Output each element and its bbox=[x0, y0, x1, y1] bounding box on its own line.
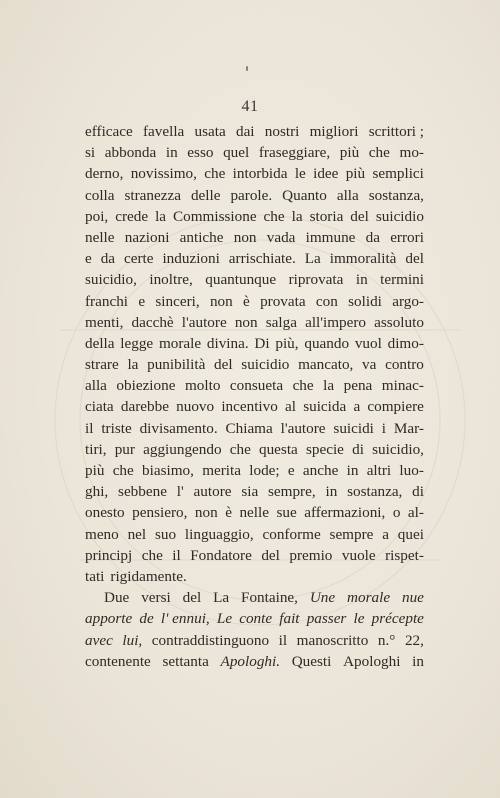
text-line bbox=[85, 142, 424, 163]
word: biasimo, bbox=[142, 462, 194, 479]
text-line bbox=[85, 291, 424, 312]
word: anche bbox=[302, 462, 339, 479]
word: mancato, bbox=[298, 356, 354, 374]
word: avec bbox=[85, 631, 113, 649]
word: di bbox=[412, 483, 424, 501]
word: tati bbox=[85, 567, 105, 585]
text-line bbox=[85, 354, 424, 375]
word: nelle bbox=[239, 504, 269, 522]
text-line bbox=[85, 227, 424, 248]
word: sebbene bbox=[118, 483, 167, 501]
word: di bbox=[352, 440, 364, 458]
word: a bbox=[353, 398, 361, 416]
word: franchi bbox=[85, 292, 129, 310]
text-line bbox=[85, 566, 424, 587]
word: argo- bbox=[392, 292, 424, 310]
word: con bbox=[315, 292, 338, 310]
word: conforme bbox=[262, 525, 321, 543]
word: non bbox=[209, 292, 233, 310]
word: suicida bbox=[303, 398, 347, 416]
word: Di bbox=[254, 334, 270, 352]
word: in bbox=[346, 462, 359, 479]
word: Le bbox=[216, 610, 233, 628]
word: in bbox=[165, 144, 178, 162]
word: si bbox=[85, 144, 96, 162]
word: delle bbox=[190, 186, 221, 204]
word: Due bbox=[104, 589, 130, 607]
word: all'impero bbox=[305, 313, 367, 331]
word: vuol bbox=[354, 334, 382, 352]
word: immune bbox=[305, 228, 356, 246]
text-line bbox=[85, 333, 424, 354]
word: del bbox=[350, 207, 369, 225]
word: migliori bbox=[309, 123, 359, 140]
text-line bbox=[85, 396, 424, 417]
word: Une bbox=[309, 589, 336, 607]
text-line bbox=[85, 439, 424, 460]
word: non bbox=[234, 313, 258, 331]
word: suicidio, bbox=[372, 440, 424, 458]
word: in bbox=[355, 271, 368, 289]
word: sempre, bbox=[268, 483, 316, 501]
word: abbonda bbox=[104, 144, 157, 162]
word: nue bbox=[401, 589, 424, 607]
word: induzioni bbox=[162, 250, 220, 268]
word: esso bbox=[187, 144, 214, 162]
word: merita bbox=[202, 462, 241, 479]
word: settanta bbox=[162, 652, 209, 670]
word: pur bbox=[114, 440, 135, 458]
word: sostanza, bbox=[368, 186, 424, 204]
word: nuovo bbox=[176, 398, 215, 416]
word: ciata bbox=[85, 398, 114, 416]
word: al bbox=[285, 398, 296, 416]
word: minac- bbox=[381, 377, 424, 395]
word: molto bbox=[184, 377, 221, 395]
word: più bbox=[85, 462, 105, 479]
word: meno bbox=[85, 525, 119, 543]
word: Mar- bbox=[393, 419, 424, 437]
word: solidi bbox=[348, 292, 382, 310]
text-line bbox=[85, 608, 424, 629]
word: il bbox=[278, 631, 288, 649]
word: lui, bbox=[122, 631, 143, 649]
word: colla bbox=[85, 186, 115, 204]
word: fait bbox=[279, 610, 300, 628]
word: quei bbox=[397, 525, 424, 543]
word: premio bbox=[289, 546, 333, 564]
page-number: 41 bbox=[241, 98, 259, 115]
word: storia bbox=[309, 207, 344, 225]
word: e bbox=[85, 250, 92, 268]
text-line bbox=[85, 630, 424, 651]
word: vuole bbox=[341, 546, 376, 564]
word: punibilità bbox=[147, 356, 206, 374]
word: e bbox=[138, 292, 146, 310]
word: vada bbox=[266, 228, 296, 246]
word: tiri, bbox=[85, 440, 107, 458]
word: aggiungendo bbox=[143, 440, 222, 458]
word: al- bbox=[407, 504, 424, 522]
word: strare bbox=[85, 356, 119, 374]
word: la bbox=[127, 356, 139, 374]
word: consueta bbox=[229, 377, 284, 395]
text-line bbox=[85, 206, 424, 227]
word: sue bbox=[276, 504, 297, 522]
word: contro bbox=[385, 356, 424, 374]
word: Fondatore bbox=[190, 546, 252, 564]
word: quel bbox=[223, 144, 250, 162]
word: del bbox=[182, 589, 202, 607]
word: della bbox=[85, 334, 115, 352]
word: suicidio bbox=[241, 356, 290, 374]
word: che bbox=[368, 144, 390, 162]
print-mark bbox=[246, 66, 248, 71]
word: arrischiate. bbox=[228, 250, 296, 268]
body-text bbox=[85, 121, 424, 672]
word: incentivo bbox=[221, 398, 278, 416]
word: dimo- bbox=[387, 334, 424, 352]
word: contenente bbox=[85, 652, 151, 670]
word: in bbox=[325, 483, 338, 501]
text-line bbox=[85, 312, 424, 333]
word: précepte bbox=[371, 610, 424, 628]
word: Commissione bbox=[173, 207, 257, 225]
word: va bbox=[362, 356, 377, 374]
word: le bbox=[294, 165, 306, 183]
word: i bbox=[381, 419, 387, 437]
word: principj bbox=[85, 546, 133, 564]
word: nazioni bbox=[124, 228, 170, 246]
word: l' ennui, bbox=[160, 610, 210, 628]
word: salga bbox=[265, 313, 297, 331]
word: La bbox=[213, 589, 230, 607]
text-line bbox=[85, 481, 424, 502]
word: e bbox=[287, 462, 295, 479]
word: o bbox=[392, 504, 401, 522]
word: provata bbox=[260, 292, 306, 310]
word: dai bbox=[235, 123, 255, 140]
word: Apologhi. bbox=[220, 652, 281, 670]
word: questa bbox=[258, 440, 298, 458]
word: divina. bbox=[206, 334, 249, 352]
word: più bbox=[339, 144, 360, 162]
word: del bbox=[405, 250, 424, 268]
word: che bbox=[204, 165, 226, 183]
word: le bbox=[353, 610, 365, 628]
word: 22, bbox=[404, 631, 424, 649]
word: versi bbox=[141, 589, 171, 607]
word: da bbox=[365, 228, 380, 246]
word: morale bbox=[158, 334, 202, 352]
word: Questi bbox=[291, 652, 332, 670]
word: inoltre, bbox=[149, 271, 193, 289]
word: Chiama bbox=[225, 419, 273, 437]
word: conte bbox=[239, 610, 273, 628]
word: errori bbox=[390, 228, 424, 246]
word: fraseggiare, bbox=[258, 144, 331, 162]
word: compiere bbox=[367, 398, 424, 416]
word: l' bbox=[176, 483, 184, 501]
word: divisamento. bbox=[139, 419, 218, 437]
word: idee bbox=[313, 165, 339, 183]
word: non bbox=[194, 504, 218, 522]
word: scrittori ; bbox=[368, 123, 424, 140]
word: sia bbox=[241, 483, 259, 501]
word: del bbox=[214, 356, 233, 374]
word: mo- bbox=[399, 144, 424, 162]
word: parole. bbox=[230, 186, 273, 204]
text-line bbox=[85, 375, 424, 396]
word: manoscritto bbox=[296, 631, 369, 649]
text-line bbox=[85, 524, 424, 545]
word: non bbox=[233, 228, 257, 246]
text-line bbox=[85, 545, 424, 566]
word: più bbox=[345, 165, 366, 183]
word: che bbox=[263, 207, 285, 225]
word: triste bbox=[101, 419, 132, 437]
word: usata bbox=[194, 123, 226, 140]
word: La bbox=[304, 250, 321, 268]
word: Apologhi bbox=[343, 652, 401, 670]
text-line bbox=[85, 121, 424, 142]
word: derno, bbox=[85, 165, 124, 183]
word: sostanza, bbox=[347, 483, 403, 501]
text-line bbox=[85, 502, 424, 523]
word: de bbox=[139, 610, 154, 628]
word: il bbox=[85, 419, 94, 437]
word: suo bbox=[154, 525, 177, 543]
word: crede bbox=[115, 207, 149, 225]
word: la bbox=[323, 377, 335, 395]
word: menti, bbox=[85, 313, 124, 331]
word: l'autore bbox=[181, 313, 227, 331]
word: l'autore bbox=[280, 419, 326, 437]
text-line bbox=[85, 587, 424, 608]
word: più, bbox=[275, 334, 299, 352]
word: che bbox=[229, 440, 251, 458]
word: sempre bbox=[329, 525, 374, 543]
word: contraddistinguono bbox=[151, 631, 270, 649]
text-line bbox=[85, 248, 424, 269]
word: assoluto bbox=[374, 313, 424, 331]
word: lode; bbox=[249, 462, 280, 479]
word: quantunque bbox=[205, 271, 277, 289]
word: autore bbox=[193, 483, 232, 501]
word: semplici bbox=[372, 165, 424, 183]
word: morale bbox=[347, 589, 391, 607]
word: che bbox=[141, 546, 163, 564]
word: nostri bbox=[264, 123, 300, 140]
text-line bbox=[85, 185, 424, 206]
word: Fontaine, bbox=[241, 589, 298, 607]
word: in bbox=[412, 652, 424, 670]
word: pensiero, bbox=[132, 504, 188, 522]
word: suicidi bbox=[333, 419, 374, 437]
word: apporte bbox=[85, 610, 133, 628]
word: darebbe bbox=[120, 398, 169, 416]
word: del bbox=[261, 546, 280, 564]
word: la bbox=[291, 207, 303, 225]
word: n.° bbox=[377, 631, 396, 649]
word: passer bbox=[306, 610, 347, 628]
word: onesto bbox=[85, 504, 125, 522]
word: luo- bbox=[399, 462, 424, 479]
word: affermazioni, bbox=[304, 504, 386, 522]
word: altri bbox=[366, 462, 392, 479]
word: poi, bbox=[85, 207, 109, 225]
word: riprovata bbox=[288, 271, 344, 289]
text-line bbox=[85, 269, 424, 290]
word: obiezione bbox=[116, 377, 176, 395]
word: immoralità bbox=[329, 250, 397, 268]
word: certe bbox=[124, 250, 154, 268]
word: suicidio bbox=[375, 207, 424, 225]
word: rigidamente. bbox=[110, 567, 187, 585]
word: favella bbox=[142, 123, 185, 140]
word: rispet- bbox=[385, 546, 424, 564]
word: linguaggio, bbox=[184, 525, 254, 543]
word: è bbox=[243, 292, 250, 310]
word: termini bbox=[380, 271, 424, 289]
word: pena bbox=[343, 377, 373, 395]
word: specie bbox=[305, 440, 344, 458]
word: è bbox=[225, 504, 232, 522]
word: nelle bbox=[85, 228, 115, 246]
word: intorbida bbox=[232, 165, 288, 183]
word: a bbox=[382, 525, 389, 543]
text-line bbox=[85, 460, 424, 481]
word: efficace bbox=[85, 123, 133, 140]
word: antiche bbox=[179, 228, 224, 246]
word: che bbox=[292, 377, 314, 395]
word: da bbox=[100, 250, 116, 268]
word: quando bbox=[304, 334, 350, 352]
word: suicidio, bbox=[85, 271, 137, 289]
word: legge bbox=[120, 334, 154, 352]
word: Quanto bbox=[282, 186, 327, 204]
text-line bbox=[85, 651, 424, 672]
word: la bbox=[155, 207, 167, 225]
word: alla bbox=[336, 186, 359, 204]
word: dacchè bbox=[131, 313, 174, 331]
text-line bbox=[85, 418, 424, 439]
word: ghi, bbox=[85, 483, 109, 501]
text-line bbox=[85, 163, 424, 184]
word: nel bbox=[127, 525, 147, 543]
word: sinceri, bbox=[155, 292, 200, 310]
word: il bbox=[172, 546, 181, 564]
word: che bbox=[112, 462, 134, 479]
word: stranezza bbox=[124, 186, 181, 204]
word: alla bbox=[85, 377, 107, 395]
word: novissimo, bbox=[130, 165, 197, 183]
